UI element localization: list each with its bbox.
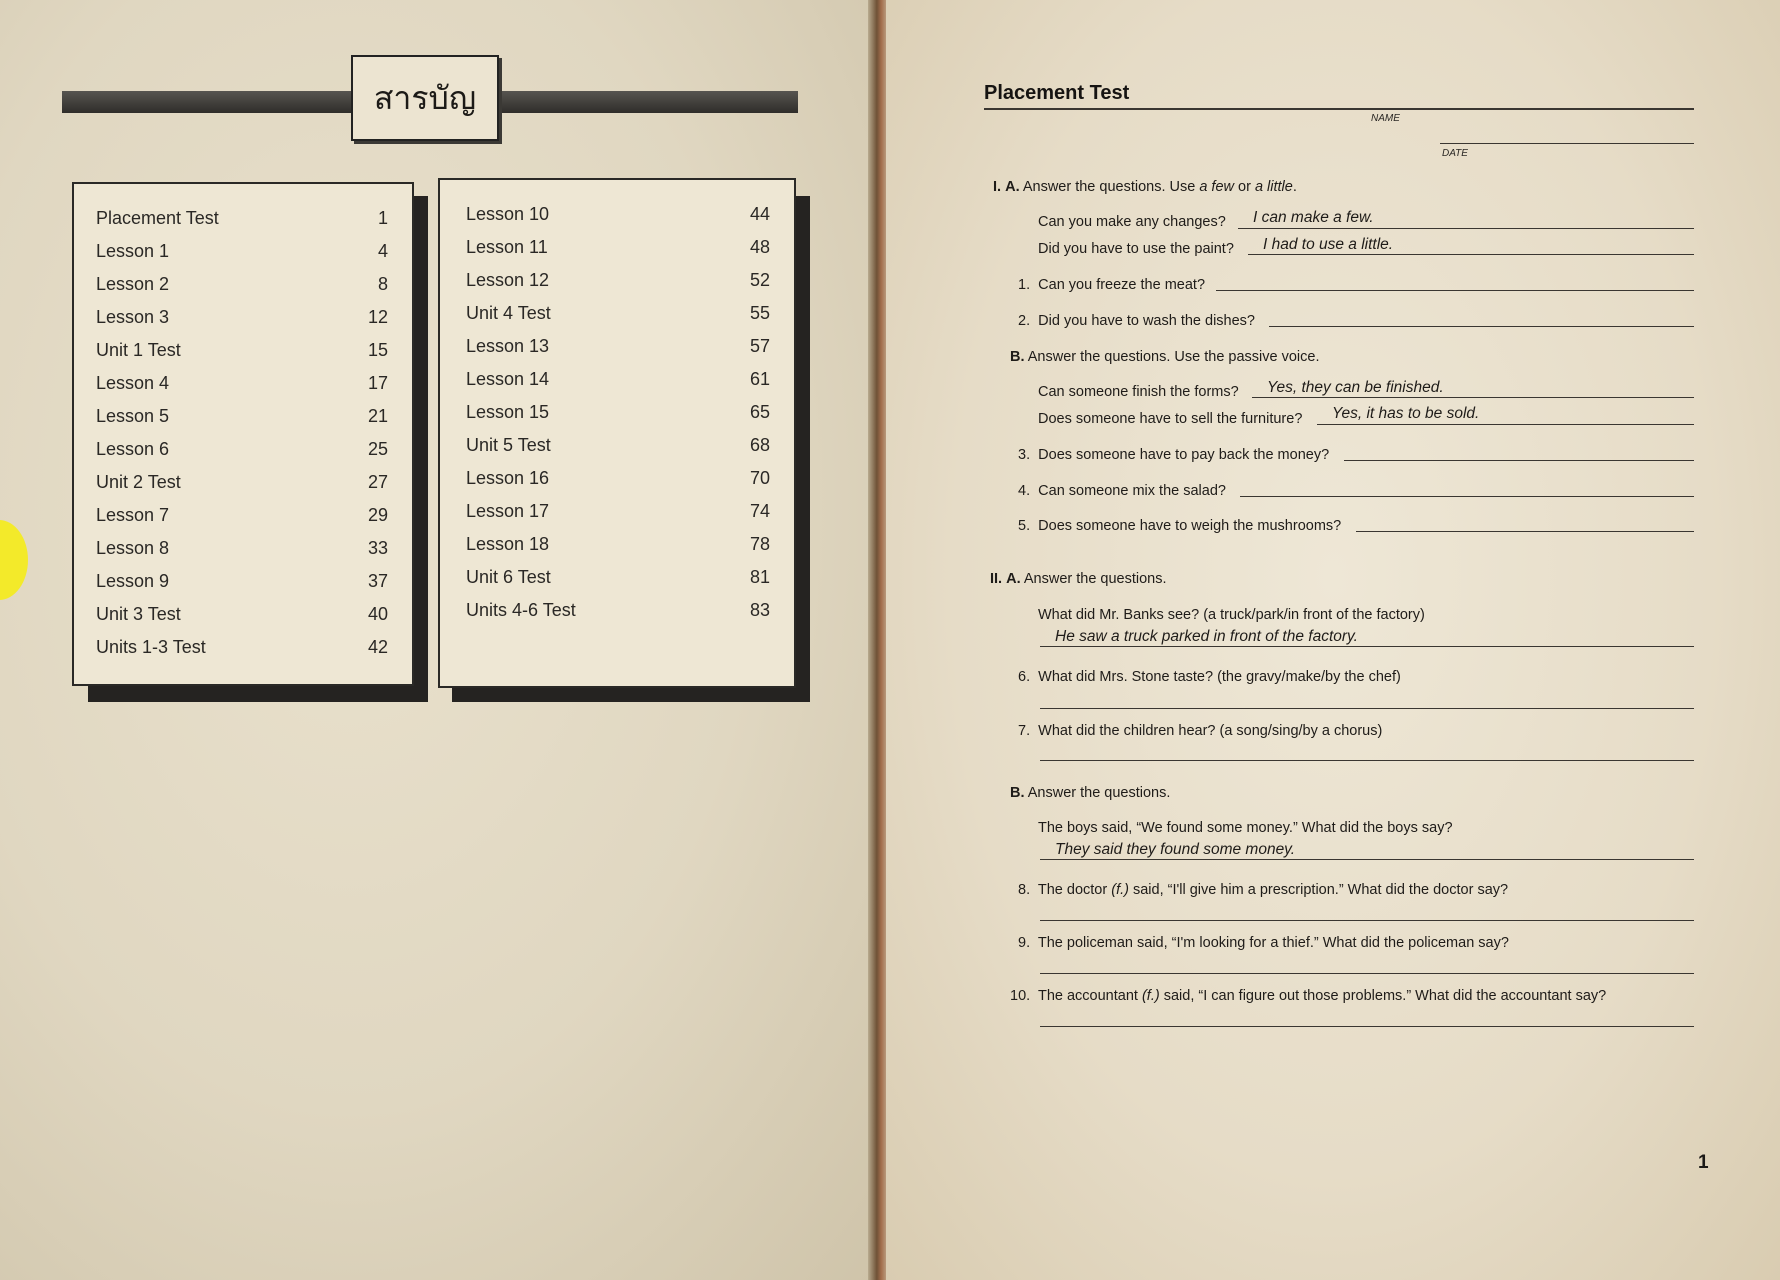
question-number: 5. bbox=[1018, 518, 1031, 534]
toc-title: สารบัญ bbox=[351, 55, 499, 141]
toc-entry bbox=[96, 274, 388, 304]
answer-line-4[interactable] bbox=[1240, 496, 1694, 497]
toc-entry bbox=[466, 369, 770, 399]
example-answer: Yes, it has to be sold. bbox=[1332, 405, 1480, 422]
toc-entry bbox=[96, 472, 388, 502]
toc-entry-page: 74 bbox=[749, 501, 770, 521]
toc-entry-label: Unit 4 Test bbox=[466, 303, 551, 323]
toc-right-list bbox=[466, 204, 770, 664]
question-text: Did you have to wash the dishes? bbox=[1038, 313, 1255, 329]
section-1a-instruction bbox=[993, 179, 1297, 195]
example-answer: Yes, they can be finished. bbox=[1267, 379, 1444, 396]
question-number: 7. bbox=[1018, 723, 1031, 739]
toc-entry bbox=[466, 237, 770, 267]
question-5 bbox=[1018, 518, 1341, 534]
question-number: 10. bbox=[1010, 988, 1031, 1004]
toc-entry bbox=[466, 303, 770, 333]
question-number: 1. bbox=[1018, 277, 1031, 293]
answer-line-1[interactable] bbox=[1216, 290, 1694, 291]
instr-text: . bbox=[1292, 179, 1297, 195]
answer-line bbox=[1252, 397, 1694, 398]
toc-entry-page: 68 bbox=[749, 435, 770, 455]
section-number: II. bbox=[990, 571, 1003, 587]
instr-emphasis: a little bbox=[1254, 179, 1293, 195]
toc-entry-page: 1 bbox=[377, 208, 388, 228]
question-4 bbox=[1018, 483, 1226, 499]
toc-entry-page: 65 bbox=[749, 402, 770, 422]
answer-line-5[interactable] bbox=[1356, 531, 1694, 532]
instr-emphasis: a few bbox=[1199, 179, 1235, 195]
question-text: What did Mrs. Stone taste? (the gravy/make/by the chef) bbox=[1038, 669, 1401, 685]
example-answer: They said they found some money. bbox=[1055, 841, 1296, 858]
toc-entry-label: Placement Test bbox=[96, 208, 219, 228]
example-question: Did you have to use the paint? bbox=[1038, 241, 1234, 257]
date-line bbox=[1440, 143, 1694, 144]
instr-text: Answer the questions. bbox=[1027, 785, 1171, 801]
toc-entry-page: 42 bbox=[367, 637, 388, 657]
question-number: 3. bbox=[1018, 447, 1031, 463]
toc-entry-page: 27 bbox=[367, 472, 388, 492]
toc-entry-label: Lesson 17 bbox=[466, 501, 550, 521]
toc-entry-page: 25 bbox=[367, 439, 388, 459]
toc-entry-label: Unit 6 Test bbox=[466, 567, 551, 587]
part-letter: A. bbox=[1005, 179, 1020, 195]
answer-line bbox=[1248, 254, 1694, 255]
question-text: What did the children hear? (a song/sing/by a chorus) bbox=[1038, 723, 1383, 739]
toc-entry bbox=[96, 571, 388, 601]
instr-text: Answer the questions. bbox=[1023, 571, 1167, 587]
example-answer: I had to use a little. bbox=[1263, 236, 1394, 253]
toc-entry bbox=[96, 439, 388, 469]
toc-entry-label: Unit 3 Test bbox=[96, 604, 181, 624]
toc-entry-label: Lesson 5 bbox=[96, 406, 170, 426]
instr-text: or bbox=[1234, 179, 1255, 195]
toc-entry bbox=[96, 538, 388, 568]
toc-entry bbox=[96, 373, 388, 403]
example-question: What did Mr. Banks see? (a truck/park/in front of the factory) bbox=[1038, 607, 1425, 623]
answer-line bbox=[1317, 424, 1694, 425]
name-label: NAME bbox=[1371, 113, 1400, 124]
question-emphasis: (f.) bbox=[1141, 988, 1160, 1004]
example-question: The boys said, “We found some money.” What did the boys say? bbox=[1038, 820, 1453, 836]
question-text: Does someone have to pay back the money? bbox=[1038, 447, 1330, 463]
toc-entry-label: Lesson 15 bbox=[466, 402, 550, 422]
question-2 bbox=[1018, 313, 1255, 329]
toc-entry-label: Lesson 13 bbox=[466, 336, 550, 356]
toc-entry-label: Lesson 6 bbox=[96, 439, 170, 459]
section-2b-instruction bbox=[1010, 785, 1170, 801]
toc-entry-page: 29 bbox=[367, 505, 388, 525]
part-letter: B. bbox=[1010, 349, 1025, 365]
toc-entry-page: 55 bbox=[749, 303, 770, 323]
example-question: Does someone have to sell the furniture? bbox=[1038, 411, 1303, 427]
toc-entry bbox=[466, 402, 770, 432]
toc-entry-page: 40 bbox=[367, 604, 388, 624]
question-text: said, “I can figure out those problems.” What did the accountant say? bbox=[1159, 988, 1607, 1004]
question-text: Can you freeze the meat? bbox=[1038, 277, 1206, 293]
toc-entry-label: Lesson 11 bbox=[466, 237, 548, 257]
question-text: Does someone have to weigh the mushrooms? bbox=[1038, 518, 1342, 534]
toc-entry-label: Lesson 8 bbox=[96, 538, 170, 558]
question-emphasis: (f.) bbox=[1111, 882, 1129, 898]
answer-line-2[interactable] bbox=[1269, 326, 1694, 327]
page-number: 1 bbox=[1698, 1152, 1709, 1173]
section-2a-instruction bbox=[990, 571, 1167, 587]
toc-entry-page: 37 bbox=[367, 571, 388, 591]
toc-entry-page: 57 bbox=[749, 336, 770, 356]
question-number: 4. bbox=[1018, 483, 1031, 499]
toc-entry bbox=[96, 241, 388, 271]
toc-entry-page: 48 bbox=[749, 237, 770, 257]
example-answer: He saw a truck parked in front of the factory. bbox=[1055, 628, 1358, 645]
toc-entry-page: 8 bbox=[377, 274, 388, 294]
question-9 bbox=[1018, 935, 1509, 951]
toc-entry-page: 52 bbox=[749, 270, 770, 290]
toc-entry-label: Unit 5 Test bbox=[466, 435, 551, 455]
page-title: Placement Test bbox=[984, 82, 1130, 104]
toc-entry-label: Lesson 1 bbox=[96, 241, 170, 261]
part-letter: B. bbox=[1010, 785, 1025, 801]
toc-entry bbox=[96, 604, 388, 634]
toc-entry-label: Lesson 12 bbox=[466, 270, 550, 290]
toc-entry bbox=[96, 208, 388, 238]
question-text: The doctor bbox=[1037, 882, 1112, 898]
toc-entry bbox=[466, 534, 770, 564]
toc-entry-label: Units 1-3 Test bbox=[96, 637, 206, 657]
toc-entry-page: 81 bbox=[749, 567, 770, 587]
question-10 bbox=[1010, 988, 1606, 1004]
example-question: Can someone finish the forms? bbox=[1038, 384, 1239, 400]
section-number: I. bbox=[993, 179, 1002, 195]
toc-entry-page: 70 bbox=[749, 468, 770, 488]
answer-line-3[interactable] bbox=[1344, 460, 1694, 461]
answer-line-6[interactable] bbox=[1040, 708, 1694, 709]
toc-entry bbox=[466, 336, 770, 366]
toc-entry-label: Lesson 4 bbox=[96, 373, 170, 393]
answer-line-7[interactable] bbox=[1040, 760, 1694, 761]
toc-left-column bbox=[72, 182, 414, 686]
yellow-page-tab bbox=[0, 520, 28, 600]
toc-entry-label: Lesson 9 bbox=[96, 571, 170, 591]
question-7 bbox=[1018, 723, 1382, 739]
toc-entry-label: Lesson 14 bbox=[466, 369, 550, 389]
toc-entry bbox=[466, 204, 770, 234]
toc-left-list bbox=[96, 208, 388, 668]
toc-entry-label: Unit 1 Test bbox=[96, 340, 181, 360]
toc-entry bbox=[466, 435, 770, 465]
title-rule bbox=[984, 108, 1694, 110]
toc-entry-label: Lesson 2 bbox=[96, 274, 170, 294]
question-number: 6. bbox=[1018, 669, 1031, 685]
toc-entry-page: 83 bbox=[749, 600, 770, 620]
toc-entry-page: 15 bbox=[367, 340, 388, 360]
toc-entry bbox=[96, 307, 388, 337]
toc-entry-page: 61 bbox=[749, 369, 770, 389]
question-text: The policeman said, “I'm looking for a thief.” What did the policeman say? bbox=[1037, 935, 1509, 951]
toc-entry-label: Unit 2 Test bbox=[96, 472, 181, 492]
toc-entry-page: 17 bbox=[367, 373, 388, 393]
toc-entry bbox=[96, 637, 388, 667]
toc-entry bbox=[466, 600, 770, 630]
question-text: said, “I'll give him a prescription.” What did the doctor say? bbox=[1128, 882, 1509, 898]
toc-entry bbox=[96, 340, 388, 370]
question-text: Can someone mix the salad? bbox=[1038, 483, 1226, 499]
question-3 bbox=[1018, 447, 1329, 463]
toc-entry-label: Lesson 3 bbox=[96, 307, 170, 327]
date-label: DATE bbox=[1442, 148, 1468, 159]
toc-entry bbox=[466, 468, 770, 498]
answer-line bbox=[1040, 646, 1694, 647]
answer-line-8[interactable] bbox=[1040, 920, 1694, 921]
toc-entry bbox=[466, 567, 770, 597]
toc-right-column bbox=[438, 178, 796, 688]
left-page bbox=[0, 0, 875, 1280]
question-number: 9. bbox=[1018, 935, 1031, 951]
toc-entry-page: 44 bbox=[749, 204, 770, 224]
answer-line bbox=[1238, 228, 1694, 229]
toc-entry bbox=[466, 501, 770, 531]
toc-entry-page: 21 bbox=[367, 406, 388, 426]
instr-text: Answer the questions. Use the passive voice. bbox=[1027, 349, 1320, 365]
answer-line-10[interactable] bbox=[1040, 1026, 1694, 1027]
toc-entry bbox=[96, 505, 388, 535]
section-1b-instruction bbox=[1010, 349, 1320, 365]
example-question: Can you make any changes? bbox=[1038, 214, 1226, 230]
answer-line bbox=[1040, 859, 1694, 860]
toc-entry-page: 12 bbox=[367, 307, 388, 327]
toc-entry-label: Units 4-6 Test bbox=[466, 600, 576, 620]
question-1 bbox=[1018, 277, 1205, 293]
toc-entry-label: Lesson 7 bbox=[96, 505, 170, 525]
question-number: 2. bbox=[1018, 313, 1031, 329]
question-8 bbox=[1018, 882, 1508, 898]
answer-line-9[interactable] bbox=[1040, 973, 1694, 974]
toc-entry-page: 33 bbox=[367, 538, 388, 558]
instr-text: Answer the questions. Use bbox=[1022, 179, 1200, 195]
toc-entry-label: Lesson 18 bbox=[466, 534, 550, 554]
question-number: 8. bbox=[1018, 882, 1031, 898]
example-answer: I can make a few. bbox=[1253, 209, 1374, 226]
toc-entry-page: 78 bbox=[749, 534, 770, 554]
toc-entry bbox=[466, 270, 770, 300]
toc-entry bbox=[96, 406, 388, 436]
toc-entry-label: Lesson 10 bbox=[466, 204, 550, 224]
question-6 bbox=[1018, 669, 1401, 685]
question-text: The accountant bbox=[1037, 988, 1142, 1004]
part-letter: A. bbox=[1006, 571, 1021, 587]
toc-entry-page: 4 bbox=[377, 241, 388, 261]
toc-entry-label: Lesson 16 bbox=[466, 468, 550, 488]
